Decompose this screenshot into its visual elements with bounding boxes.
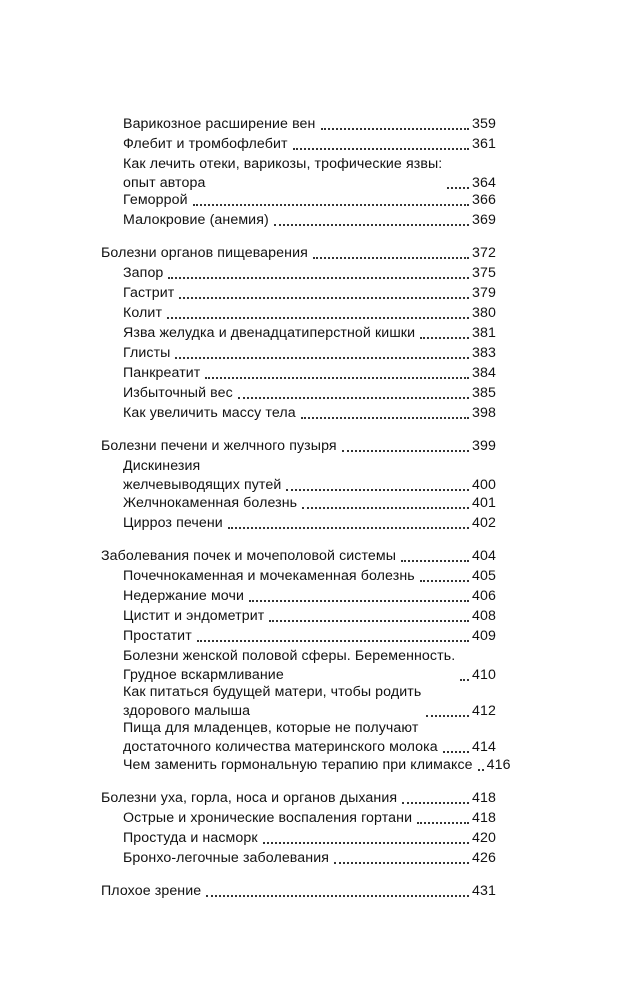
toc-page-number: 381	[472, 325, 496, 341]
dot-leader	[205, 377, 469, 379]
toc-page-number: 372	[472, 245, 496, 261]
toc-subentry	[123, 155, 496, 193]
dot-leader	[302, 507, 469, 509]
dot-leader	[402, 802, 469, 804]
toc-subentry	[123, 567, 496, 586]
toc-page-number: 384	[472, 365, 496, 381]
toc-entry-title: Чем заменить гормональную терапию при климаксе	[123, 757, 473, 773]
toc-section-heading	[101, 547, 496, 566]
toc-page-number: 408	[472, 608, 496, 624]
toc-entry-title: Язва желудка и двенадцатиперстной кишки	[123, 325, 416, 341]
toc-entry-title: Простуда и насморк	[123, 830, 258, 846]
toc-entry-title: Колит	[123, 305, 163, 321]
dot-leader	[274, 224, 469, 226]
toc-section-heading	[101, 244, 496, 263]
toc-entry-title: Цистит и эндометрит	[123, 608, 265, 624]
toc-page-number: 405	[472, 568, 496, 584]
toc-entry-title: Панкреатит	[123, 365, 201, 381]
toc-entry-title: Флебит и тромбофлебит	[123, 136, 288, 152]
toc-subentry	[123, 211, 496, 230]
dot-leader	[179, 297, 469, 299]
dot-leader	[478, 769, 484, 771]
toc-entry-title: Как лечить отеки, варикозы, трофические язвы: опыт автора	[123, 156, 443, 191]
toc-entry-title: Болезни органов пищеварения	[101, 245, 308, 261]
toc-section-heading	[101, 437, 496, 456]
toc-page-number: 431	[472, 883, 496, 899]
toc-page-number: 399	[472, 438, 496, 454]
toc-entry-title: Запор	[123, 265, 164, 281]
toc-subentry	[123, 683, 496, 721]
toc-subentry	[123, 135, 496, 154]
toc-page-number: 361	[472, 136, 496, 152]
toc-page-number: 404	[472, 548, 496, 564]
toc-subentry	[123, 364, 496, 383]
toc-page-number: 410	[472, 667, 496, 683]
toc-entry-title: Простатит	[123, 628, 192, 644]
toc-entry-title: Дискинезия желчевыводящих путей	[123, 458, 282, 493]
toc-page-number: 416	[486, 757, 511, 773]
toc-page-number: 426	[472, 850, 496, 866]
toc-entry-title: Варикозное расширение вен	[123, 116, 316, 132]
toc-page-number: 418	[472, 810, 496, 826]
toc-page-number: 400	[472, 477, 496, 493]
dot-leader	[293, 148, 469, 150]
dot-leader	[228, 527, 469, 529]
toc-entry-title: Гастрит	[123, 285, 175, 301]
dot-leader	[313, 257, 469, 259]
toc-entry-title: Болезни печени и желчного пузыря	[101, 438, 337, 454]
toc-entry-title: Глисты	[123, 345, 171, 361]
toc-page-number: 412	[472, 703, 496, 719]
dot-leader	[301, 417, 469, 419]
toc-entry-title: Плохое зрение	[101, 883, 202, 899]
toc-subentry	[123, 304, 496, 323]
toc-entry-title: Желчнокаменная болезнь	[123, 495, 298, 511]
toc-page-number: 359	[472, 116, 496, 132]
toc-entry-title: Избыточный вес	[123, 385, 233, 401]
dot-leader	[447, 187, 469, 189]
toc-page-number: 364	[472, 175, 496, 191]
toc-entry-title: Геморрой	[123, 192, 188, 208]
dot-leader	[269, 620, 469, 622]
dot-leader	[417, 822, 469, 824]
toc-subentry	[123, 494, 496, 513]
toc-page-number: 401	[472, 495, 496, 511]
toc-subentry	[123, 457, 496, 495]
toc-subentry	[123, 719, 496, 757]
dot-leader	[426, 715, 469, 717]
dot-leader	[167, 317, 469, 319]
toc-entry-title: Малокровие (анемия)	[123, 212, 269, 228]
toc-section-heading	[101, 789, 496, 808]
dot-leader	[238, 397, 469, 399]
toc-page-number: 402	[472, 515, 496, 531]
dot-leader	[286, 489, 469, 491]
dot-leader	[249, 600, 469, 602]
toc-subentry	[123, 627, 496, 646]
toc-page-number: 414	[472, 739, 496, 755]
toc-subentry	[123, 829, 496, 848]
toc-entry-title: Цирроз печени	[123, 515, 223, 531]
toc-page-number: 409	[472, 628, 496, 644]
dot-leader	[193, 204, 469, 206]
toc-subentry	[123, 384, 496, 403]
toc-entry-title: Заболевания почек и мочеполовой системы	[101, 548, 397, 564]
toc-entry-title: Пища для младенцев, которые не получают достаточного количества материнского молока	[123, 720, 438, 755]
toc-page-number: 418	[472, 790, 496, 806]
toc-subentry	[123, 115, 496, 134]
toc-page-number: 385	[472, 385, 496, 401]
toc-subentry	[123, 607, 496, 626]
dot-leader	[420, 337, 469, 339]
toc-entry-title: Недержание мочи	[123, 588, 245, 604]
toc-subentry	[123, 344, 496, 363]
toc-page-number: 379	[472, 285, 496, 301]
toc-subentry	[123, 647, 496, 685]
toc-entry-title: Болезни женской половой сферы. Беременность. Грудное вскармливание	[123, 648, 456, 683]
toc-subentry	[123, 587, 496, 606]
toc-subentry	[123, 264, 496, 283]
toc-page-number: 383	[472, 345, 496, 361]
dot-leader	[460, 679, 469, 681]
toc-page-number: 420	[472, 830, 496, 846]
toc-page-number: 406	[472, 588, 496, 604]
dot-leader	[321, 128, 470, 130]
toc-subentry	[123, 284, 496, 303]
dot-leader	[263, 842, 469, 844]
dot-leader	[168, 277, 469, 279]
toc-subentry	[123, 514, 496, 533]
toc-subentry	[123, 404, 496, 423]
toc-entry-title: Острые и хронические воспаления гортани	[123, 810, 413, 826]
dot-leader	[443, 751, 469, 753]
toc-page-number: 369	[472, 212, 496, 228]
toc-entry-title: Как увеличить массу тела	[123, 405, 296, 421]
toc-page-number: 380	[472, 305, 496, 321]
toc-subentry	[123, 324, 496, 343]
toc-entry-title: Болезни уха, горла, носа и органов дыхания	[101, 790, 398, 806]
toc-subentry	[123, 849, 496, 868]
toc-entry-title: Почечнокаменная и мочекаменная болезнь	[123, 568, 415, 584]
toc-subentry	[123, 191, 496, 210]
dot-leader	[420, 580, 469, 582]
toc-page-number: 398	[472, 405, 496, 421]
dot-leader	[342, 450, 469, 452]
toc-subentry	[123, 809, 496, 828]
dot-leader	[334, 862, 469, 864]
toc-page-number: 375	[472, 265, 496, 281]
toc-section-heading	[101, 882, 496, 901]
dot-leader	[197, 640, 469, 642]
toc-subentry	[123, 756, 511, 775]
toc-page-number: 366	[472, 192, 496, 208]
toc-entry-title: Бронхо-легочные заболевания	[123, 850, 330, 866]
dot-leader	[175, 357, 469, 359]
dot-leader	[206, 895, 469, 897]
dot-leader	[401, 560, 469, 562]
toc-entry-title: Как питаться будущей матери, чтобы родить здорового малыша	[123, 684, 422, 719]
